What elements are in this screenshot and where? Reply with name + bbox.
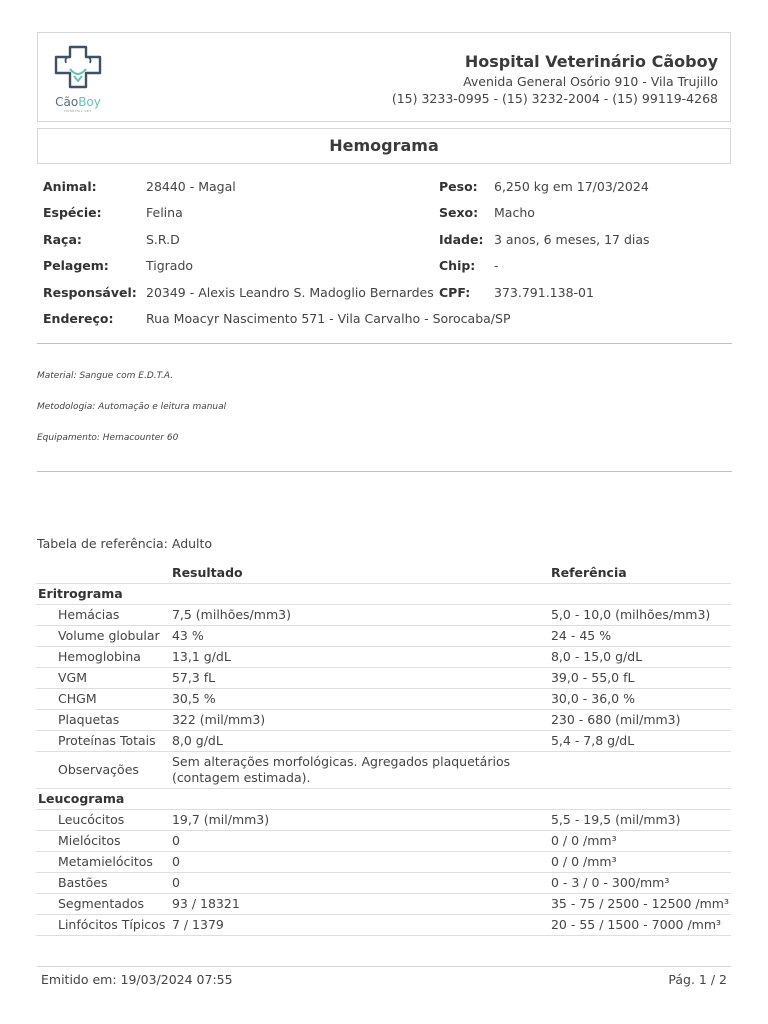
- test-reference: 35 - 75 / 2500 - 12500 /mm³: [549, 893, 731, 914]
- especie-label: Espécie:: [43, 205, 102, 221]
- table-row: [36, 709, 731, 730]
- raca-value: S.R.D: [146, 231, 180, 247]
- emitted-date: Emitido em: 19/03/2024 07:55: [41, 972, 233, 987]
- logo-subtitle: HOSPITAL VET: [64, 109, 92, 113]
- test-reference: 5,0 - 10,0 (milhões/mm3): [549, 604, 731, 625]
- test-result: 30,5 %: [170, 688, 549, 709]
- info-row: [37, 227, 731, 253]
- patient-info: [37, 174, 731, 332]
- info-row: [37, 280, 731, 306]
- table-header-row: [36, 562, 731, 583]
- section-row-leucograma: [36, 788, 731, 809]
- test-name: Leucócitos: [36, 809, 170, 830]
- table-row: [36, 688, 731, 709]
- test-name: CHGM: [36, 688, 170, 709]
- test-result: 0: [170, 851, 549, 872]
- test-name: Linfócitos Típicos: [36, 914, 170, 935]
- test-reference: 5,4 - 7,8 g/dL: [549, 730, 731, 751]
- pelagem-value: Tigrado: [146, 258, 194, 274]
- test-reference: 8,0 - 15,0 g/dL: [549, 646, 731, 667]
- raca-label: Raça:: [43, 231, 82, 247]
- test-reference: 230 - 680 (mil/mm3): [549, 709, 731, 730]
- test-name: Segmentados: [36, 893, 170, 914]
- cpf-value: 373.791.138-01: [494, 284, 594, 300]
- test-result: 0: [170, 872, 549, 893]
- test-reference: 0 - 3 / 0 - 300/mm³: [549, 872, 731, 893]
- section-row-eritrograma: [36, 583, 731, 604]
- test-name: Observações: [36, 751, 170, 788]
- test-result: 19,7 (mil/mm3): [170, 809, 549, 830]
- hospital-name: Hospital Veterinário Cãoboy: [464, 52, 718, 71]
- animal-value: 28440 - Magal: [146, 179, 236, 194]
- header-blank: [36, 562, 170, 583]
- table-row: [36, 830, 731, 851]
- hospital-info: [392, 51, 718, 107]
- test-result: 322 (mil/mm3): [170, 709, 549, 730]
- info-row: [37, 306, 731, 332]
- test-result: 57,3 fL: [170, 667, 549, 688]
- responsavel-label: Responsável:: [43, 284, 137, 300]
- test-name: VGM: [36, 667, 170, 688]
- sexo-label: Sexo:: [439, 205, 479, 221]
- info-row: [37, 200, 731, 226]
- responsavel-value: 20349 - Alexis Leandro S. Madoglio Bernardes: [146, 284, 434, 300]
- test-reference: 0 / 0 /mm³: [549, 851, 731, 872]
- dog-cross-icon: [48, 43, 108, 95]
- section-title: Leucograma: [36, 788, 731, 809]
- especie-value: Felina: [146, 205, 183, 221]
- idade-value: 3 anos, 6 meses, 17 dias: [494, 231, 650, 247]
- test-name: Volume globular: [36, 625, 170, 646]
- header-reference: Referência: [549, 562, 731, 583]
- reference-table-title: Tabela de referência: Adulto: [37, 536, 213, 551]
- test-name: Plaquetas: [36, 709, 170, 730]
- table-row: [36, 893, 731, 914]
- test-result: 8,0 g/dL: [170, 730, 549, 751]
- test-result: 0: [170, 830, 549, 851]
- methodology-note: Metodologia: Automação e leitura manual: [37, 402, 227, 412]
- test-reference: 0 / 0 /mm³: [549, 830, 731, 851]
- hospital-address: Avenida General Osório 910 - Vila Trujillo: [463, 74, 718, 89]
- test-result: 13,1 g/dL: [170, 646, 549, 667]
- table-row: [36, 751, 731, 788]
- results-table: [36, 562, 731, 936]
- table-row: [36, 809, 731, 830]
- cpf-label: CPF:: [439, 284, 471, 300]
- test-result: 7,5 (milhões/mm3): [170, 604, 549, 625]
- pelagem-label: Pelagem:: [43, 258, 109, 274]
- table-row: [36, 914, 731, 935]
- hospital-logo: [48, 43, 108, 113]
- test-reference: 39,0 - 55,0 fL: [549, 667, 731, 688]
- info-row: [37, 253, 731, 279]
- section-title: Eritrograma: [36, 583, 731, 604]
- divider: [37, 343, 732, 344]
- peso-value: 6,250 kg em 17/03/2024: [494, 179, 649, 194]
- endereco-label: Endereço:: [43, 310, 114, 326]
- endereco-value: Rua Moacyr Nascimento 571 - Vila Carvalho - Sorocaba/SP: [146, 310, 511, 326]
- equipment-note: Equipamento: Hemacounter 60: [37, 433, 179, 443]
- peso-label: Peso:: [439, 179, 478, 194]
- table-row: [36, 851, 731, 872]
- test-result: 43 %: [170, 625, 549, 646]
- test-reference: [549, 751, 731, 788]
- table-row: [36, 667, 731, 688]
- test-reference: 30,0 - 36,0 %: [549, 688, 731, 709]
- test-name: Bastões: [36, 872, 170, 893]
- chip-label: Chip:: [439, 258, 476, 274]
- table-row: [36, 625, 731, 646]
- footer-divider: [37, 966, 731, 967]
- divider: [37, 471, 732, 472]
- hospital-header: [37, 32, 731, 122]
- test-result: Sem alterações morfológicas. Agregados plaquetários (contagem estimada).: [170, 751, 549, 788]
- chip-value: -: [494, 258, 499, 274]
- document-title: Hemograma: [37, 128, 731, 164]
- sexo-value: Macho: [494, 205, 535, 221]
- test-reference: 5,5 - 19,5 (mil/mm3): [549, 809, 731, 830]
- idade-label: Idade:: [439, 231, 484, 247]
- test-result: 7 / 1379: [170, 914, 549, 935]
- info-row: [37, 174, 731, 200]
- table-row: [36, 646, 731, 667]
- table-row: [36, 604, 731, 625]
- test-name: Proteínas Totais: [36, 730, 170, 751]
- test-reference: 24 - 45 %: [549, 625, 731, 646]
- test-name: Hemácias: [36, 604, 170, 625]
- test-name: Mielócitos: [36, 830, 170, 851]
- logo-wordmark: CãoBoy: [55, 95, 101, 109]
- test-name: Metamielócitos: [36, 851, 170, 872]
- material-note: Material: Sangue com E.D.T.A.: [37, 371, 174, 381]
- table-row: [36, 730, 731, 751]
- page-number: Pág. 1 / 2: [668, 972, 727, 987]
- table-row: [36, 872, 731, 893]
- animal-label: Animal:: [43, 179, 97, 194]
- test-result: 93 / 18321: [170, 893, 549, 914]
- test-reference: 20 - 55 / 1500 - 7000 /mm³: [549, 914, 731, 935]
- header-result: Resultado: [170, 562, 549, 583]
- test-name: Hemoglobina: [36, 646, 170, 667]
- hospital-phones: (15) 3233-0995 - (15) 3232-2004 - (15) 99119-4268: [391, 91, 718, 106]
